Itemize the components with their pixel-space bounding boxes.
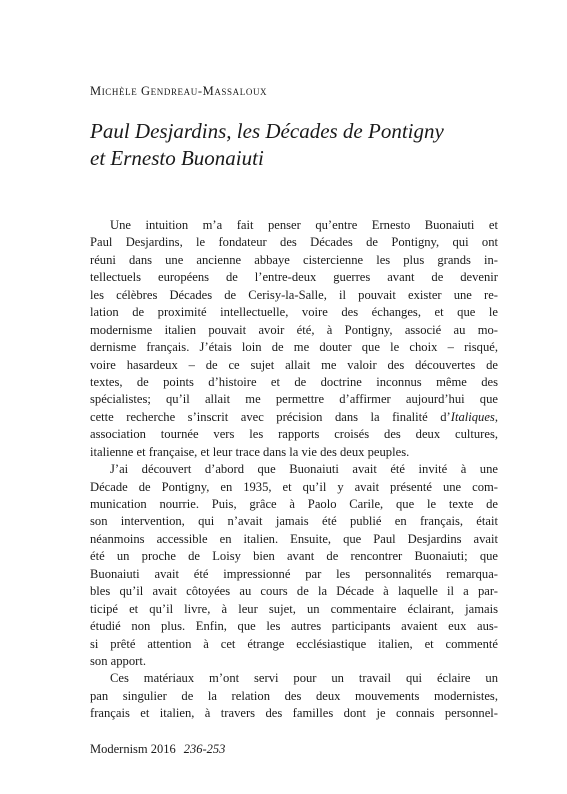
author-name: Michèle Gendreau-Massaloux [90, 84, 268, 98]
text-line: lation de proximité intellectuelle, voire des échanges, et que le [90, 305, 498, 320]
text-line: été un proche de Loisy bien avant de rencontrer Buonaiuti; que [90, 549, 498, 564]
text-line: Ces matériaux m’ont servi pour un travail qui éclaire un [110, 671, 498, 686]
article-body [90, 217, 498, 723]
text-line: néanmoins accessible en italien. Ensuite, que Paul Desjardins avait [90, 531, 498, 546]
text-line: Buonaiuti avait été impressionné par les personnalités remarqua- [90, 566, 498, 581]
text-line: tellectuels européens de l’entre-deux guerres avant de devenir [90, 270, 498, 285]
page-range: 236-253 [183, 742, 226, 756]
text-line: ticipé et qu’il livre, à leur sujet, un commentaire éclairant, jamais [90, 601, 498, 616]
text-line: textes, de points d’histoire et de doctrine inconnus même des [90, 374, 498, 389]
paragraph-2 [90, 461, 498, 670]
text-line: dernisme français. J’étais loin de me douter que le choix – risqué, [90, 340, 498, 355]
text-line: bles qu’il avait côtoyées au cours de la Décade à laquelle il a par- [90, 584, 498, 599]
paragraph-3 [90, 670, 498, 722]
text-line: pan singulier de la relation des deux mouvements modernistes, [90, 688, 498, 703]
text-line: J’ai découvert d’abord que Buonaiuti avait été invité à une [110, 462, 498, 477]
text-line [90, 409, 498, 426]
text-line: Paul Desjardins, le fondateur des Décades de Pontigny, qui ont [90, 235, 498, 250]
text-segment: , [494, 409, 498, 424]
text-line: association tournée vers les rapports croisés des deux cultures, [90, 427, 498, 442]
text-segment: cette recherche s’inscrit avec précision dans la finalité d’ [90, 409, 451, 424]
text-line: voire hasardeux – de ce sujet allait me valoir des découvertes de [90, 357, 498, 372]
italic-term: Italiques [450, 409, 495, 424]
text-line: réuni dans une ancienne abbaye cistercienne les plus grands in- [90, 252, 498, 267]
text-line: étudié non plus. Enfin, que les autres participants avaient eux aus- [90, 619, 498, 634]
journal-name: Modernism 2016 [90, 742, 176, 756]
text-line: si prêté attention à cet étrange ecclésiastique italien, et commenté [90, 636, 498, 651]
text-line: les célèbres Décades de Cerisy-la-Salle, il pouvait exister une re- [90, 287, 498, 302]
paragraph-1 [90, 217, 498, 461]
title-line: Paul Desjardins, les Décades de Pontigny [90, 119, 444, 143]
text-line: modernisme italien pouvait avoir été, à Pontigny, associé au mo- [90, 322, 498, 337]
article-title [90, 118, 510, 172]
text-line: son intervention, qui n’avait jamais été publié en français, était [90, 514, 498, 529]
text-line: italienne et française, et leur trace dans la vie des deux peuples. [90, 444, 410, 459]
text-line: munication nourrie. Puis, grâce à Paolo Carile, que le texte de [90, 497, 498, 511]
title-line: et Ernesto Buonaiuti [90, 146, 264, 170]
text-line: Une intuition m’a fait penser qu’entre Ernesto Buonaiuti et [110, 218, 498, 232]
text-line: Décade de Pontigny, en 1935, et qu’il y avait présenté une com- [90, 479, 498, 494]
text-line: son apport. [90, 653, 146, 668]
text-line: français et italien, à travers des familles dont je connais personnel- [90, 706, 498, 721]
page-footer [90, 742, 225, 757]
text-line: spécialistes; qu’il allait me permettre d’affirmer aujourd’hui que [90, 392, 498, 407]
